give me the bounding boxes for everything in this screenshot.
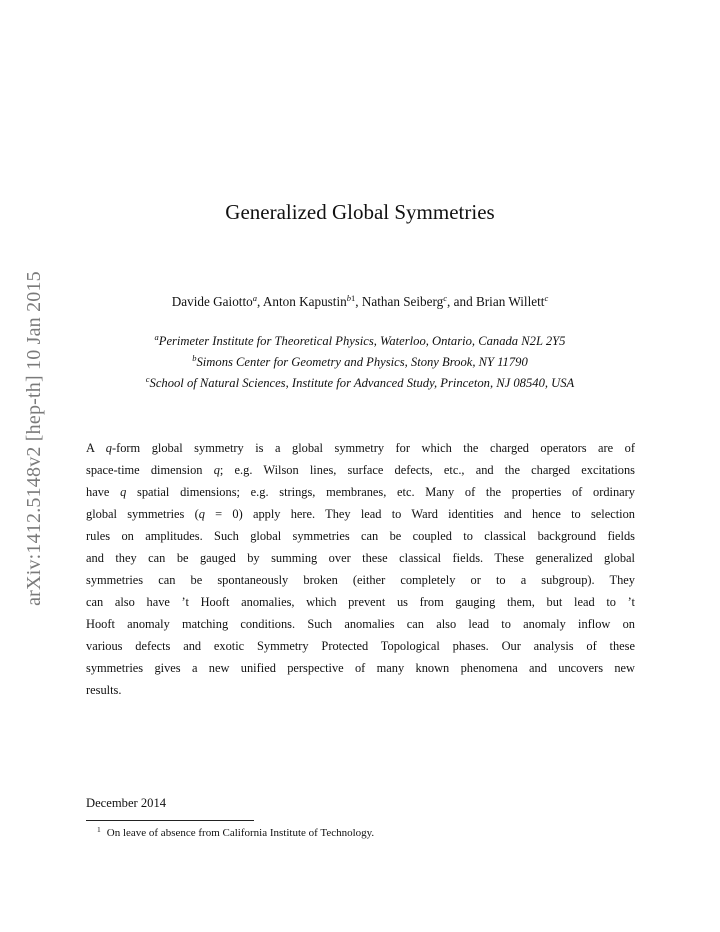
affiliation-mark: c (145, 374, 150, 384)
abstract-line: symmetries gives a new unified perspective of many known phenomena and uncovers new (86, 661, 635, 675)
affiliation-text: Perimeter Institute for Theoretical Physics, Waterloo, Ontario, Canada N2L 2Y5 (158, 334, 566, 348)
affiliation-line (0, 331, 720, 352)
affiliation-line (0, 352, 720, 373)
footnote-text: On leave of absence from California Institute of Technology. (106, 827, 375, 839)
author-name: Anton Kapustin (262, 294, 347, 309)
author-name: Davide Gaiotto (171, 294, 253, 309)
abstract-line: various defects and exotic Symmetry Protected Topological phases. Our analysis of these (86, 639, 635, 653)
author-name: Brian Willett (475, 294, 545, 309)
arxiv-identifier-text: arXiv:1412.5148v2 [hep-th] 10 Jan 2015 (22, 270, 45, 606)
footnote-reference: 1 (350, 293, 356, 303)
abstract-line: symmetries can be spontaneously broken (either completely or to a subgroup). They (86, 573, 635, 587)
affiliation-mark: c (544, 293, 549, 303)
author-separator: , and (447, 294, 476, 309)
abstract-line: A q-form global symmetry is a global symmetry for which the charged operators are of (86, 441, 635, 455)
footnote-mark: 1 (97, 825, 101, 834)
affiliation-mark: b (192, 353, 197, 363)
affiliation-mark: b (346, 293, 351, 303)
affiliation-mark: c (443, 293, 448, 303)
footnote-divider (86, 820, 254, 821)
author-list (0, 293, 720, 311)
affiliation-line (0, 373, 720, 394)
author-separator: , (355, 294, 362, 309)
footnote (97, 826, 374, 840)
submission-date: December 2014 (86, 796, 167, 810)
affiliation-text: Simons Center for Geometry and Physics, Stony Brook, NY 11790 (196, 355, 528, 369)
affiliation-list (0, 331, 720, 394)
affiliation-mark: a (252, 293, 257, 303)
author-separator: , (256, 294, 263, 309)
abstract-line: have q spatial dimensions; e.g. strings, membranes, etc. Many of the properties of ordinary (86, 485, 635, 499)
author-name: Nathan Seiberg (361, 294, 444, 309)
abstract-line: can also have ’t Hooft anomalies, which prevent us from gauging them, but lead to ’t (86, 595, 635, 609)
abstract-line: rules on amplitudes. Such global symmetries can be coupled to classical background fields (86, 529, 635, 543)
affiliation-text: School of Natural Sciences, Institute for Advanced Study, Princeton, NJ 08540, USA (149, 376, 575, 390)
abstract-line: and they can be gauged by summing over these classical fields. These generalized global (86, 551, 635, 565)
paper-title: Generalized Global Symmetries (225, 200, 495, 224)
abstract-line: Hooft anomaly matching conditions. Such anomalies can also lead to anomaly inflow on (86, 617, 635, 631)
abstract (86, 437, 635, 701)
abstract-line: global symmetries (q = 0) apply here. They lead to Ward identities and hence to selection (86, 507, 636, 521)
affiliation-mark: a (154, 332, 159, 342)
abstract-line: space-time dimension q; e.g. Wilson lines, surface defects, etc., and the charged excitations (86, 463, 635, 477)
abstract-line: results. (86, 683, 122, 697)
